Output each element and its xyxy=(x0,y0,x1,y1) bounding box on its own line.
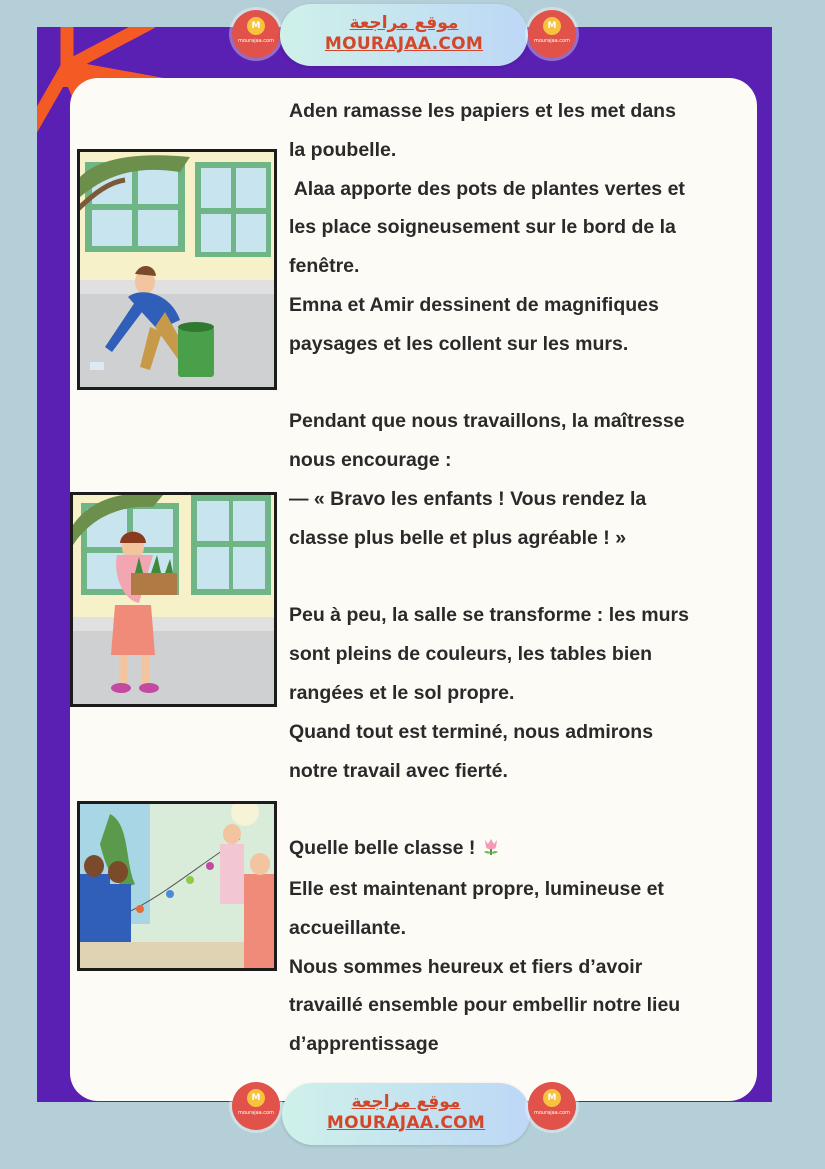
footer-site-link[interactable]: MOURAJAA.COM xyxy=(326,1113,486,1133)
story-line: rangées et le sol propre. xyxy=(289,681,515,704)
logo-mark: M xyxy=(543,1089,561,1107)
story-line: Aden ramasse les papiers et les met dans xyxy=(289,100,676,122)
logo-caption: mourajaa.com xyxy=(533,1110,570,1116)
story-line: classe plus belle et plus agréable ! » xyxy=(289,526,627,549)
paragraph-gap xyxy=(289,558,759,597)
story-line: nous encourage : xyxy=(289,449,452,472)
story-line: travaillé ensemble pour embellir notre lieu xyxy=(289,994,681,1017)
story-line: Peu à peu, la salle se transforme : les murs xyxy=(289,604,689,627)
logo-caption: mourajaa.com xyxy=(533,38,570,44)
girl-carrying-plants-illustration xyxy=(70,492,277,707)
story-text xyxy=(289,92,759,1064)
story-line: notre travail avec fierté. xyxy=(289,759,508,782)
logo-mark: M xyxy=(543,17,561,35)
footer-arabic-title[interactable]: موقع مراجعة xyxy=(351,1092,461,1112)
logo-caption: mourajaa.com xyxy=(237,1110,274,1116)
story-line: fenêtre. xyxy=(289,255,360,278)
story-line: sont pleins de couleurs, les tables bien xyxy=(289,643,653,666)
story-line-with-flower xyxy=(289,829,759,870)
logo-caption: mourajaa.com xyxy=(237,38,274,44)
story-line: Elle est maintenant propre, lumineuse et xyxy=(289,877,664,900)
story-line: Nous sommes heureux et fiers d’avoir xyxy=(289,955,643,978)
story-line: accueillante. xyxy=(289,916,407,939)
mourajaa-logo-icon[interactable] xyxy=(528,1082,576,1130)
header-banner[interactable] xyxy=(280,4,528,66)
story-line: Pendant que nous travaillons, la maîtresse xyxy=(289,410,685,433)
story-line: Quelle belle classe ! xyxy=(289,837,476,860)
story-line: Emna et Amir dessinent de magnifiques xyxy=(289,293,659,316)
story-line: — « Bravo les enfants ! Vous rendez la xyxy=(289,487,647,510)
story-line: Alaa apporte des pots de plantes vertes et xyxy=(289,177,685,200)
paragraph-gap xyxy=(289,790,759,829)
story-line: la poubelle. xyxy=(289,138,397,161)
mourajaa-logo-icon[interactable] xyxy=(232,1082,280,1130)
children-decorating-classroom-illustration xyxy=(77,801,277,971)
footer-banner[interactable] xyxy=(282,1083,530,1145)
mourajaa-logo-icon[interactable] xyxy=(232,10,280,58)
story-line: les place soigneusement sur le bord de la xyxy=(289,216,676,239)
header-site-link[interactable]: MOURAJAA.COM xyxy=(324,34,484,54)
story-line: Quand tout est terminé, nous admirons xyxy=(289,720,654,743)
story-line: paysages et les collent sur les murs. xyxy=(289,332,629,355)
paragraph-gap xyxy=(289,364,759,403)
story-line: d’apprentissage xyxy=(289,1033,439,1056)
header-arabic-title[interactable]: موقع مراجعة xyxy=(349,13,459,33)
mourajaa-logo-icon[interactable] xyxy=(528,10,576,58)
tulip-icon xyxy=(481,831,501,870)
logo-mark: M xyxy=(247,1089,265,1107)
logo-mark: M xyxy=(247,17,265,35)
boy-picking-papers-illustration xyxy=(77,149,277,390)
